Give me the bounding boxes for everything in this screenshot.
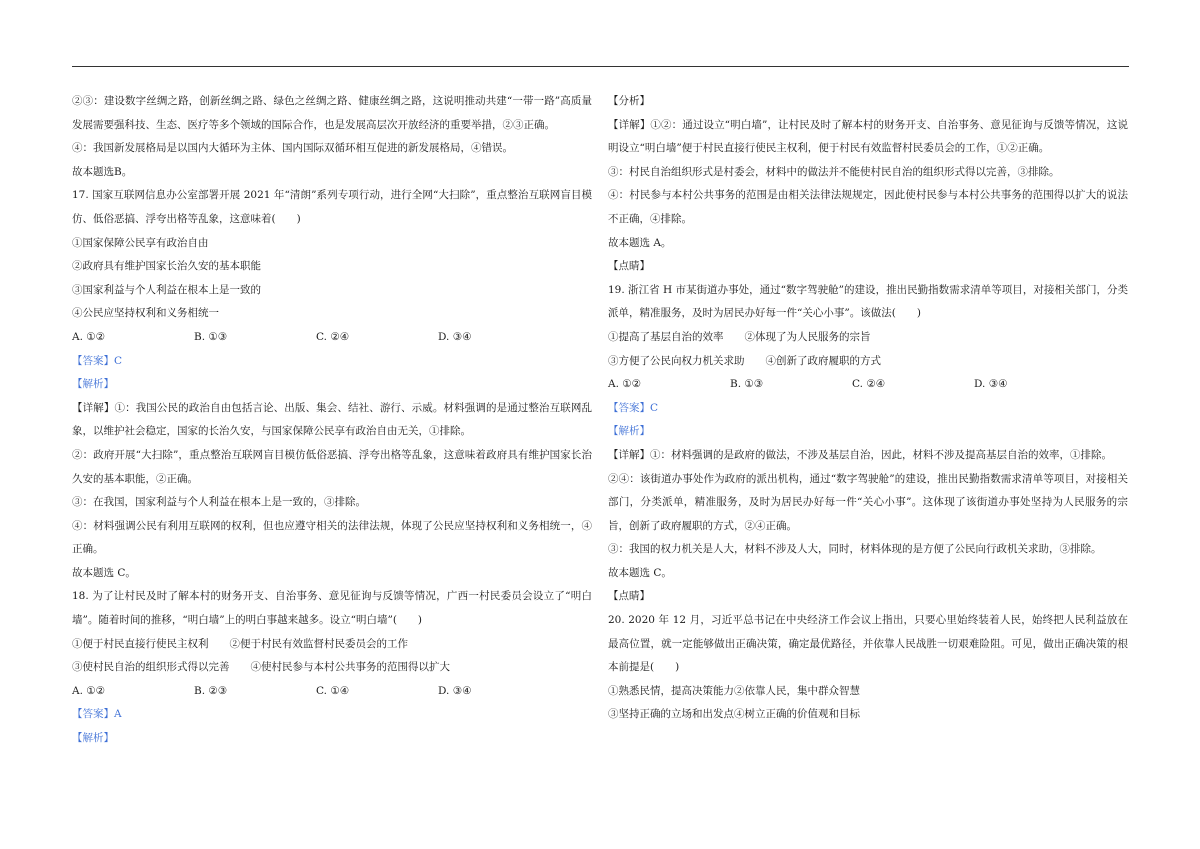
detail-paragraph: ③：在我国，国家利益与个人利益在根本上是一致的，③排除。 — [72, 496, 366, 509]
option-c: C. ②④ — [316, 330, 350, 343]
answer-label: 【答案】A — [72, 708, 122, 721]
question-17-stem: 17. 国家互联网信息办公室部署开展 2021 年“清朗”系列专项行动，进行全网“大扫除”，重点整治互联网盲目模仿、低俗恶搞、浮夸出格等乱象，这意味着( ) — [72, 189, 592, 225]
option-d: D. ③④ — [438, 330, 472, 343]
question-17-options — [72, 326, 592, 350]
option-a: A. ①② — [72, 684, 106, 697]
question-19-items: ③方便了公民向权力机关求助 ④创新了政府履职的方式 — [608, 354, 881, 367]
answer-label: 【答案】C — [72, 354, 123, 367]
question-17-item: ①国家保障公民享有政治自由 — [72, 236, 209, 249]
comment-heading: 【点睛】 — [608, 590, 650, 603]
question-17-item: ④公民应坚持权利和义务相统一 — [72, 307, 219, 320]
detail-paragraph: 【详解】①：我国公民的政治自由包括言论、出版、集会、结社、游行、示威。材料强调的是通过整治互联网乱象，以维护社会稳定，国家的长治久安，与国家保障公民享有政治自由无关，①排除。 — [72, 401, 592, 438]
detail-paragraph: ②：政府开展“大扫除”，重点整治互联网盲目模仿低俗恶搞、浮夸出格等乱象，这意味着政府具有维护国家长治久安的基本职能，②正确。 — [72, 448, 592, 485]
question-18-stem: 18. 为了让村民及时了解本村的财务开支、自治事务、意见征询与反馈等情况，广西一村民委员会设立了“明白墙”。随着时间的推移，“明白墙”上的明白事越来越多。设立“明白墙”( ) — [72, 590, 592, 627]
right-column — [608, 90, 1128, 727]
detail-paragraph: 【详解】①②：通过设立“明白墙”，让村民及时了解本村的财务开支、自治事务、意见征询与反馈等情况，这说明设立“明白墙”便于村民直接行使民主权利，便于村民有效监督村民委员会的工作，①②正确。 — [608, 118, 1128, 155]
analysis-label: 【解析】 — [608, 425, 650, 438]
paragraph: ②③：建设数字丝绸之路，创新丝绸之路、绿色之丝绸之路、健康丝绸之路，这说明推动共建“一带一路”高质量发展需要强科技、生态、医疗等多个领域的国际合作，也是发展高层次开放经济的重要举措，②③正确。 — [72, 95, 592, 131]
option-a: A. ①② — [608, 378, 642, 391]
detail-paragraph: ②④：该街道办事处作为政府的派出机构，通过“数字驾驶舱”的建设，推出民勤指数需求清单等项目，对接相关部门，分类派单，精准服务，及时为居民办好每一件“关心小事”。这体现了该街道办事处坚持为人民服务的宗旨，创新了政府履职的方式，②④正确。 — [608, 472, 1128, 532]
conclusion: 故本题选 C。 — [72, 566, 136, 579]
option-d: D. ③④ — [974, 378, 1008, 391]
question-19-stem: 19. 浙江省 H 市某街道办事处，通过“数字驾驶舱”的建设，推出民勤指数需求清单等项目，对接相关部门，分类派单，精准服务，及时为居民办好每一件“关心小事”。该做法( ) — [608, 283, 1128, 320]
answer-label: 【答案】C — [608, 401, 659, 414]
detail-paragraph: 【详解】①：材料强调的是政府的做法，不涉及基层自治，因此，材料不涉及提高基层自治的效率，①排除。 — [608, 448, 1112, 461]
option-c: C. ①④ — [316, 684, 350, 697]
option-a: A. ①② — [72, 330, 106, 343]
detail-paragraph: ③：我国的权力机关是人大，材料不涉及人大，同时，材料体现的是方便了公民向行政机关求助，③排除。 — [608, 543, 1102, 556]
question-17-item: ③国家利益与个人利益在根本上是一致的 — [72, 283, 261, 296]
question-19-items: ①提高了基层自治的效率 ②体现了为人民服务的宗旨 — [608, 330, 871, 343]
conclusion: 故本题选 C。 — [608, 566, 672, 579]
option-d: D. ③④ — [438, 684, 472, 697]
comment-heading: 【点睛】 — [608, 260, 650, 273]
paragraph: ④：我国新发展格局是以国内大循环为主体、国内国际双循环相互促进的新发展格局，④错误。 — [72, 142, 513, 155]
question-20-stem: 20. 2020 年 12 月，习近平总书记在中央经济工作会议上指出，只要心里始终装着人民，始终把人民利益放在最高位置，就一定能够做出正确决策，确定最优路径，并依靠人民战胜一切艰难险阻。可见，做出正确决策的根本前提是( ) — [608, 614, 1128, 674]
option-b: B. ①③ — [194, 330, 228, 343]
analysis-label: 【解析】 — [72, 378, 114, 391]
analysis-label: 【解析】 — [72, 732, 114, 745]
option-b: B. ①③ — [730, 378, 764, 391]
question-17-item: ②政府具有维护国家长治久安的基本职能 — [72, 260, 261, 273]
question-20-items: ③坚持正确的立场和出发点④树立正确的价值观和目标 — [608, 708, 860, 721]
detail-paragraph: ④：村民参与本村公共事务的范围是由相关法律法规规定，因此使村民参与本村公共事务的范围得以扩大的说法不正确，④排除。 — [608, 189, 1128, 225]
question-18-items: ③使村民自治的组织形式得以完善 ④使村民参与本村公共事务的范围得以扩大 — [72, 661, 450, 674]
question-18-items: ①便于村民直接行使民主权利 ②便于村民有效监督村民委员会的工作 — [72, 637, 408, 650]
conclusion: 故本题选B。 — [72, 165, 133, 178]
question-20-items: ①熟悉民情，提高决策能力②依靠人民，集中群众智慧 — [608, 684, 860, 697]
analysis-heading: 【分析】 — [608, 95, 650, 107]
question-19-options — [608, 373, 1128, 397]
header-rule — [72, 66, 1129, 67]
question-18-options — [72, 680, 592, 704]
left-column — [72, 90, 592, 751]
option-c: C. ②④ — [852, 378, 886, 391]
conclusion: 故本题选 A。 — [608, 236, 672, 249]
option-b: B. ②③ — [194, 684, 228, 697]
detail-paragraph: ③：村民自治组织形式是村委会，材料中的做法并不能使村民自治的组织形式得以完善，③排除。 — [608, 165, 1060, 178]
detail-paragraph: ④：材料强调公民有利用互联网的权利，但也应遵守相关的法律法规，体现了公民应坚持权利和义务相统一，④正确。 — [72, 519, 592, 556]
